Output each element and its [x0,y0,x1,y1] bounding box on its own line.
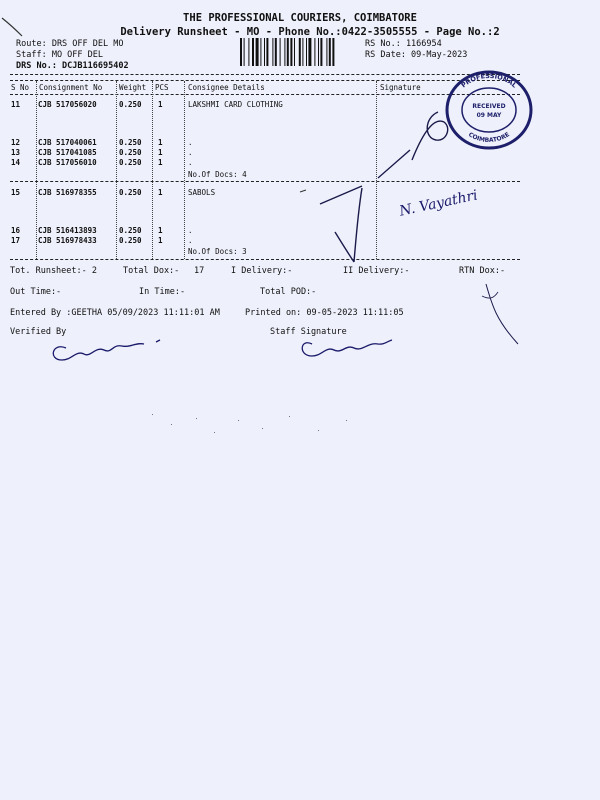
docs-count: No.Of Docs: 3 [188,247,247,256]
corner-mark [2,18,22,36]
printed-on: Printed on: 09-05-2023 11:11:05 [245,308,404,318]
stamp-center-line1: RECEIVED [472,103,506,110]
row-sno: 14 [11,158,21,167]
ii-delivery-label: II Delivery:- [343,266,410,276]
col-header-consignment: Consignment No [39,83,103,92]
stamp-top-text: PROFESSIONAL [459,71,519,90]
row-consignment: CJB 516978433 [38,236,97,245]
delivery-scribble [378,112,448,178]
row-pcs: 1 [158,138,163,147]
signature-stroke [320,186,362,262]
row-sno: 16 [11,226,21,235]
scan-speck [318,430,319,431]
col-header-signature: Signature [380,83,421,92]
scan-speck [152,414,153,415]
total-pod-label: Total POD:- [260,287,317,297]
col-header-details: Consignee Details [188,83,265,92]
row-consignment: CJB 517056020 [38,100,97,109]
row-weight: 0.250 [119,100,142,109]
docs-count: No.Of Docs: 4 [188,170,247,179]
row-sno: 17 [11,236,21,245]
row-details: SABOLS [188,188,216,197]
in-time-label: In Time:- [139,287,186,297]
scan-speck [196,418,197,419]
col-header-weight: Weight [119,83,147,92]
row-details: . [188,236,193,245]
row-sno: 11 [11,100,21,109]
row-weight: 0.250 [119,158,142,167]
scan-speck [214,432,215,433]
row-weight: 0.250 [119,138,142,147]
col-header-sno: S No [11,83,30,92]
row-consignment: CJB 516413893 [38,226,97,235]
scan-speck [262,428,263,429]
row-details: . [188,226,193,235]
company-title: THE PROFESSIONAL COURIERS, COIMBATORE [183,12,417,24]
out-time-label: Out Time:- [10,287,62,297]
scan-speck [289,416,290,417]
recipient-signature: N. Vayathri [398,187,480,220]
ink-dot [300,190,306,192]
pen-line [486,284,518,344]
staff-label: Staff: MO OFF DEL [16,50,103,60]
scan-speck [346,420,347,421]
row-pcs: 1 [158,236,163,245]
row-pcs: 1 [158,148,163,157]
runsheet-subtitle: Delivery Runsheet - MO - Phone No.:0422-3505555 - Page No.:2 [120,26,500,38]
drs-number: DRS No.: DCJB116695402 [16,61,129,71]
row-pcs: 1 [158,158,163,167]
row-consignment: CJB 517040061 [38,138,97,147]
total-dox-value: 17 [194,266,205,276]
stamp-center-line2: 09 MAY [476,112,502,119]
verified-by-label: Verified By [10,327,67,337]
rs-number: RS No.: 1166954 [365,39,442,49]
row-sno: 12 [11,138,21,147]
row-details: . [188,158,193,167]
rs-date: RS Date: 09-May-2023 [365,50,468,60]
row-weight: 0.250 [119,188,142,197]
row-sno: 13 [11,148,21,157]
row-weight: 0.250 [119,148,142,157]
row-pcs: 1 [158,100,163,109]
row-sno: 15 [11,188,21,197]
route-label: Route: DRS OFF DEL MO [16,39,124,49]
scan-speck [238,420,239,421]
entered-by: Entered By :GEETHA 05/09/2023 11:11:01 AM [10,308,220,318]
col-header-pcs: PCS [155,83,169,92]
row-pcs: 1 [158,188,163,197]
row-pcs: 1 [158,226,163,235]
row-details: . [188,148,193,157]
staff-signature-ink [302,340,392,356]
total-dox-label: Total Dox:- [123,266,180,276]
rtn-dox-label: RTN Dox:- [459,266,506,276]
total-runsheet: Tot. Runsheet:- 2 [10,266,97,276]
stamp-bottom-text: COIMBATORE [467,131,511,145]
row-consignment: CJB 516978355 [38,188,97,197]
row-consignment: CJB 517056010 [38,158,97,167]
i-delivery-label: I Delivery:- [231,266,293,276]
row-details: . [188,138,193,147]
scan-speck [171,424,172,425]
row-weight: 0.250 [119,226,142,235]
row-consignment: CJB 517041085 [38,148,97,157]
staff-signature-label: Staff Signature [270,327,347,337]
row-details: LAKSHMI CARD CLOTHING [188,100,283,109]
verified-signature [53,340,160,360]
row-weight: 0.250 [119,236,142,245]
